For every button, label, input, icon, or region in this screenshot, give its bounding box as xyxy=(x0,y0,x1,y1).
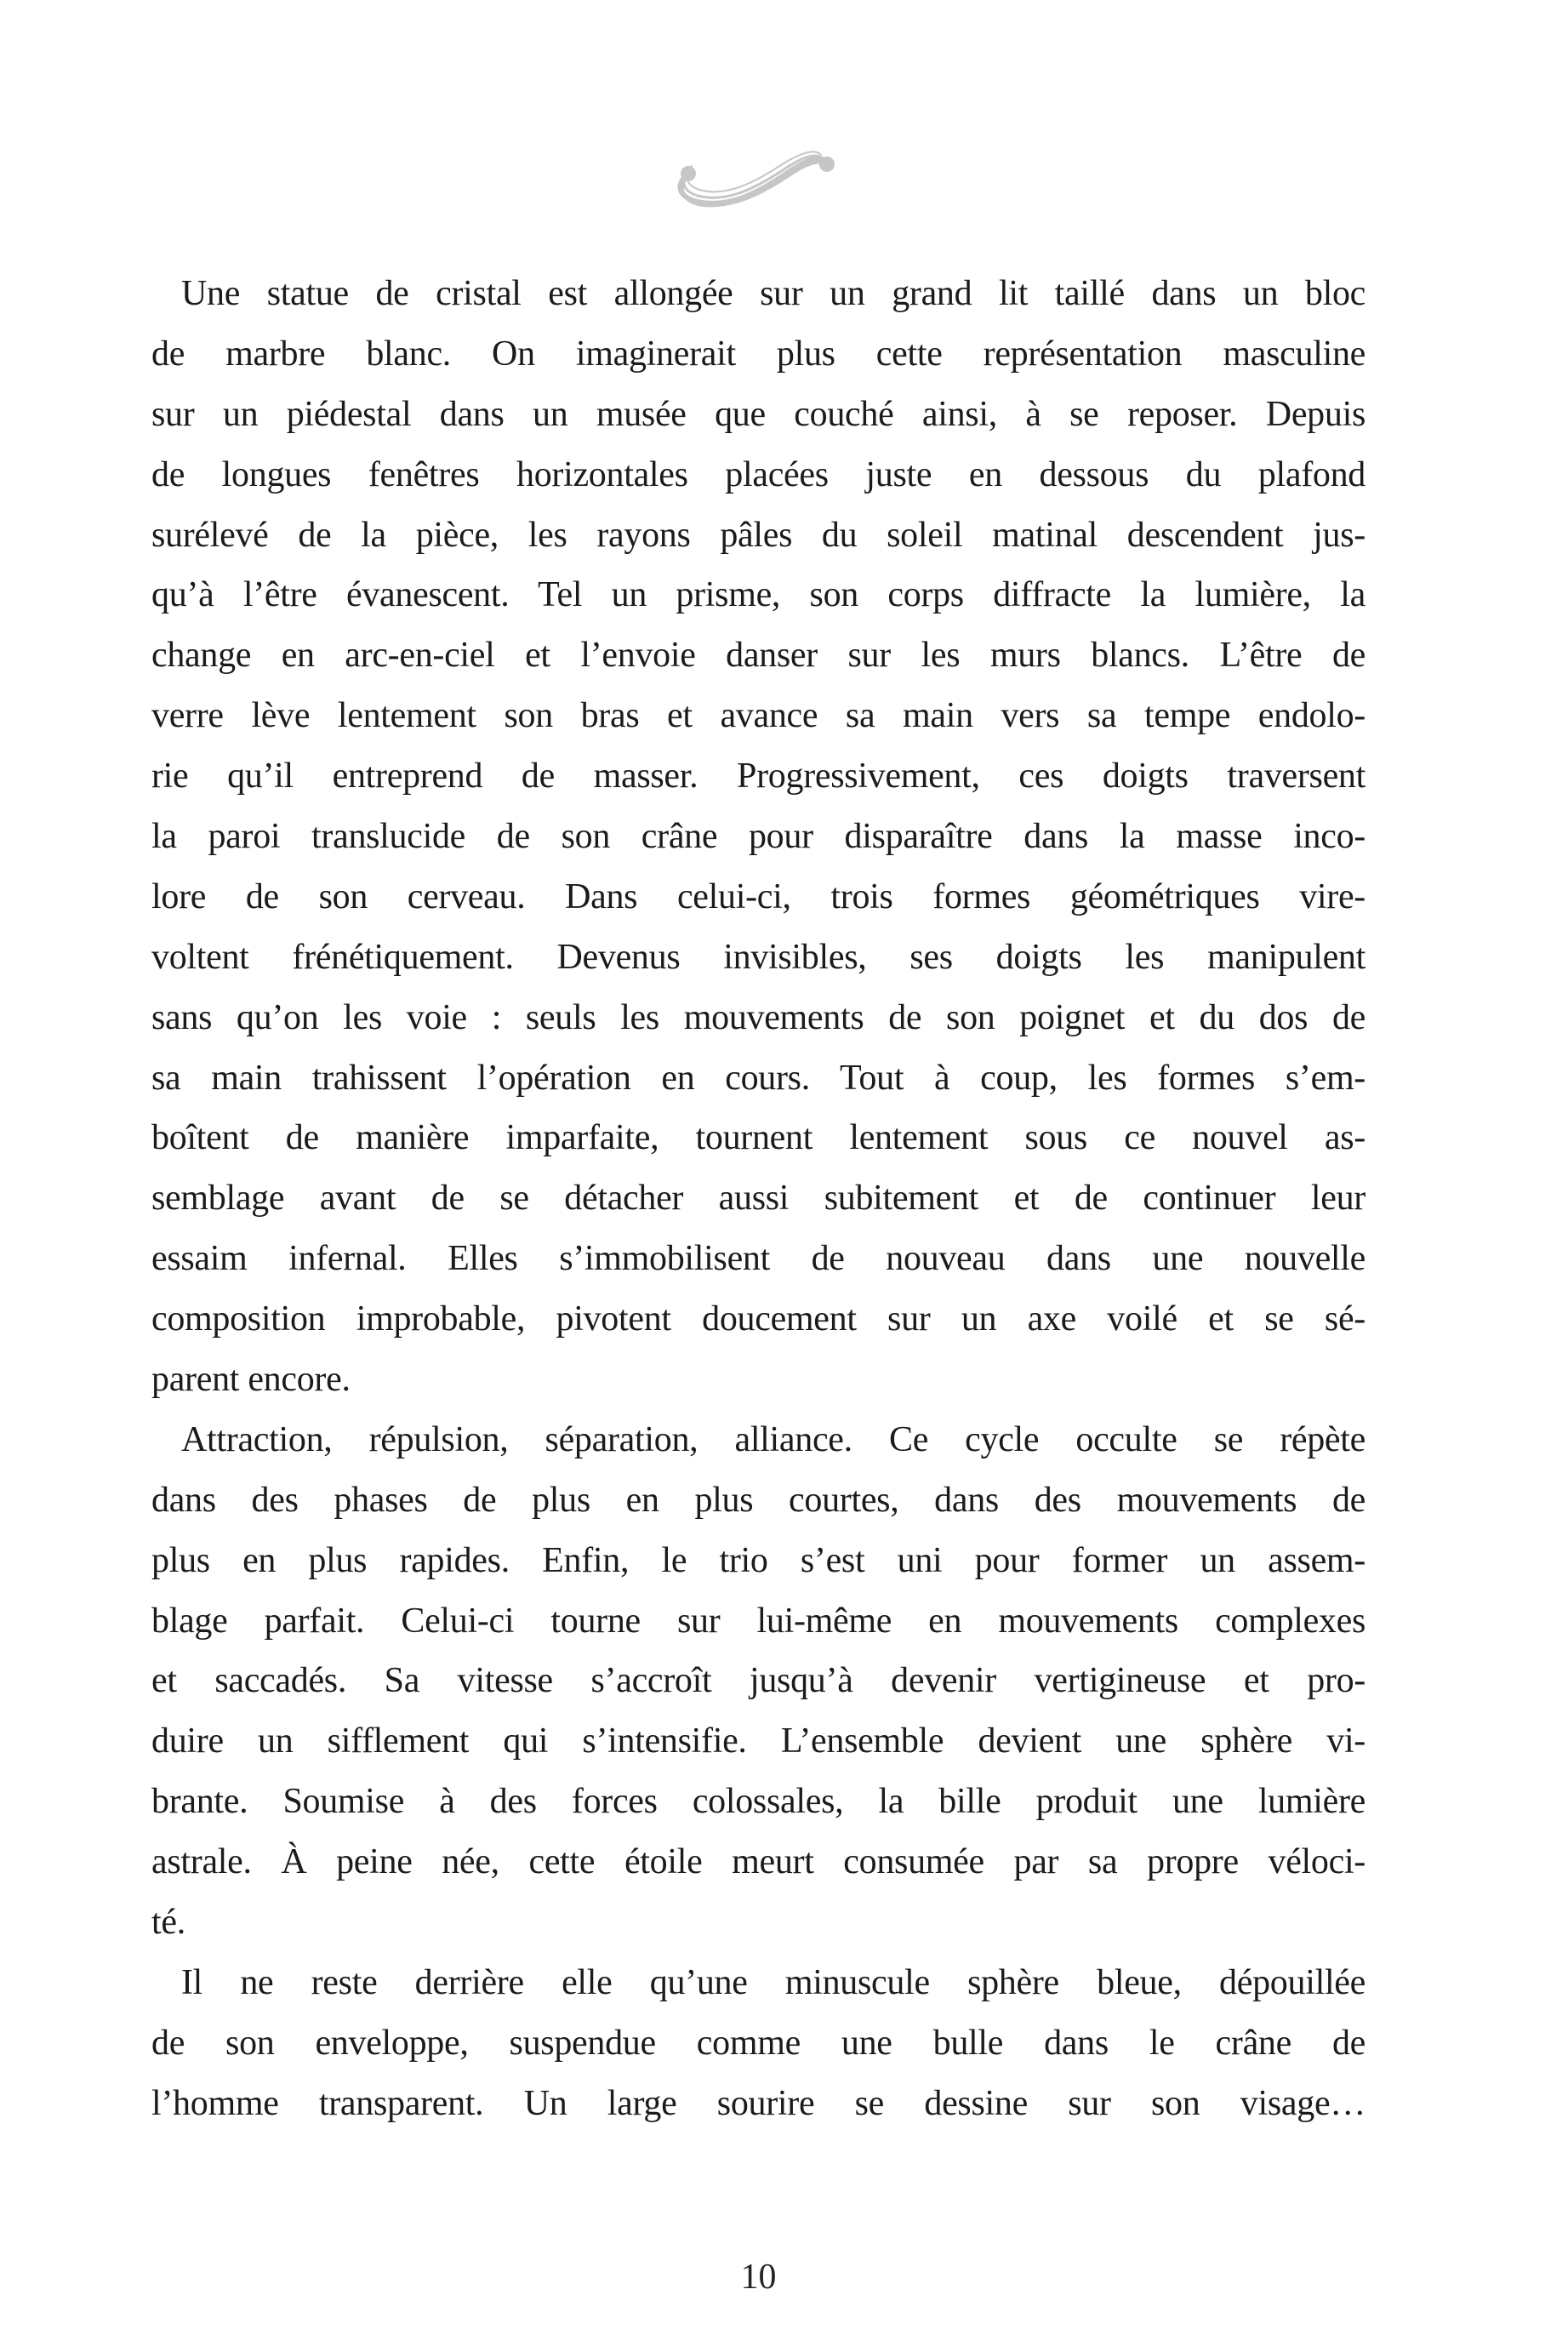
text-line: plus en plus rapides. Enfin, le trio s’est uni pour former un assem- xyxy=(151,1540,1366,1580)
text-line: astrale. À peine née, cette étoile meurt consumée par sa propre véloci- xyxy=(151,1842,1366,1882)
text-line: change en arc-en-ciel et l’envoie danser sur les murs blancs. L’être de xyxy=(151,636,1366,676)
text-line: lore de son cerveau. Dans celui-ci, trois formes géométriques vire- xyxy=(151,876,1366,916)
text-line: de longues fenêtres horizontales placées juste en dessous du plafond xyxy=(151,454,1366,494)
text-line: duire un sifflement qui s’intensifie. L’ensemble devient une sphère vi- xyxy=(151,1721,1366,1761)
text-line: sans qu’on les voie : seuls les mouvements de son poignet et du dos de xyxy=(151,997,1366,1037)
text-line: Une statue de cristal est allongée sur un grand lit taillé dans un bloc xyxy=(181,274,1366,313)
text-line: et saccadés. Sa vitesse s’accroît jusqu’à devenir vertigineuse et pro- xyxy=(151,1661,1366,1701)
body-text xyxy=(151,264,1366,2134)
text-line: Attraction, répulsion, séparation, alliance. Ce cycle occulte se répète xyxy=(181,1419,1366,1459)
text-line: composition improbable, pivotent doucement sur un axe voilé et se sé- xyxy=(151,1299,1366,1339)
text-line: brante. Soumise à des forces colossales, la bille produit une lumière xyxy=(151,1782,1366,1822)
text-line: sa main trahissent l’opération en cours. Tout à coup, les formes s’em- xyxy=(151,1058,1366,1098)
text-line: essaim infernal. Elles s’immobilisent de nouveau dans une nouvelle xyxy=(151,1239,1366,1279)
text-line: sur un piédestal dans un musée que couché ainsi, à se reposer. Depuis xyxy=(151,394,1366,434)
text-line: boîtent de manière imparfaite, tournent lentement sous ce nouvel as- xyxy=(151,1118,1366,1158)
text-line: verre lève lentement son bras et avance sa main vers sa tempe endolo- xyxy=(151,696,1366,736)
text-line: Il ne reste derrière elle qu’une minuscule sphère bleue, dépouillée xyxy=(181,1962,1366,2002)
text-line: parent encore. xyxy=(151,1360,351,1400)
text-line: dans des phases de plus en plus courtes, dans des mouvements de xyxy=(151,1480,1366,1520)
text-line: rie qu’il entreprend de masser. Progressivement, ces doigts traversent xyxy=(151,756,1366,796)
text-line: voltent frénétiquement. Devenus invisibles, ses doigts les manipulent xyxy=(151,937,1366,977)
text-line: l’homme transparent. Un large sourire se dessine sur son visage… xyxy=(151,2083,1366,2123)
text-line: blage parfait. Celui-ci tourne sur lui-même en mouvements complexes xyxy=(151,1601,1366,1641)
text-line: té. xyxy=(151,1903,185,1943)
text-line: semblage avant de se détacher aussi subitement et de continuer leur xyxy=(151,1179,1366,1219)
text-line: surélevé de la pièce, les rayons pâles du soleil matinal descendent jus- xyxy=(151,515,1366,555)
page-number: 10 xyxy=(740,2258,777,2297)
text-line: qu’à l’être évanescent. Tel un prisme, son corps diffracte la lumière, la xyxy=(151,575,1366,615)
flourish-ornament-icon xyxy=(669,138,847,220)
text-line: la paroi translucide de son crâne pour disparaître dans la masse inco- xyxy=(151,817,1366,857)
text-line: de marbre blanc. On imaginerait plus cette représentation masculine xyxy=(151,334,1366,374)
text-line: de son enveloppe, suspendue comme une bulle dans le crâne de xyxy=(151,2023,1366,2063)
